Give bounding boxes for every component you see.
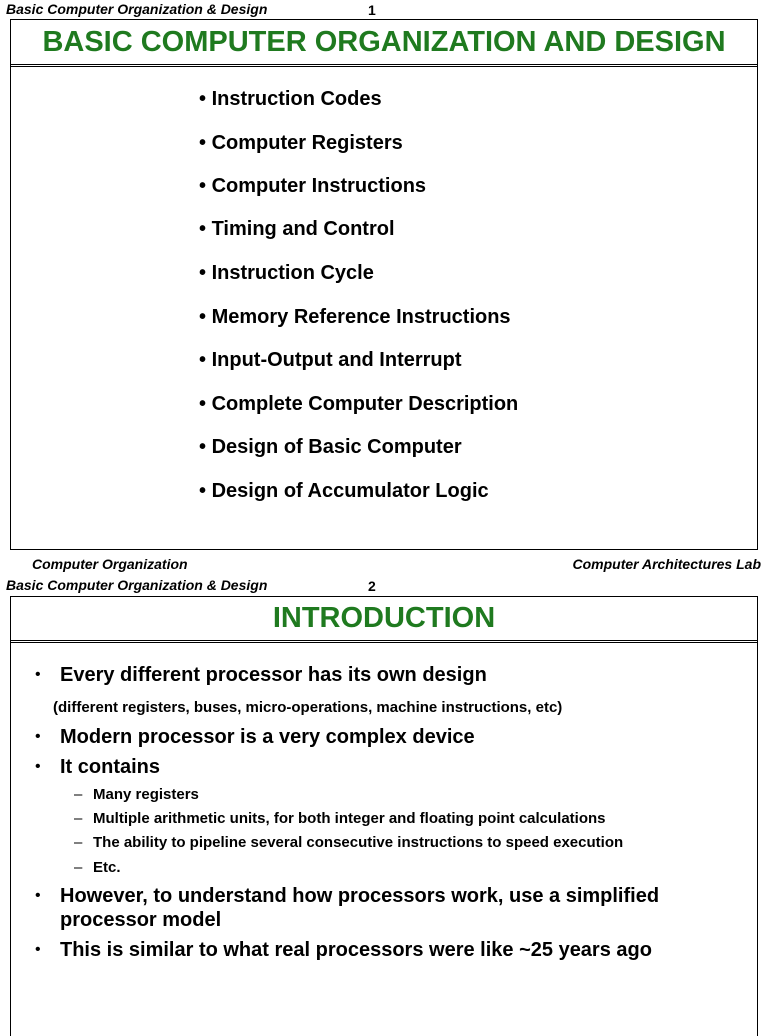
slide1-item: • Complete Computer Description	[199, 393, 519, 415]
slide2-header: Basic Computer Organization & Design	[6, 577, 268, 593]
slide1-page-number: 1	[368, 2, 376, 18]
slide1-item: • Design of Accumulator Logic	[199, 480, 489, 502]
slide2-title: INTRODUCTION	[11, 597, 757, 643]
slide1-item: • Design of Basic Computer	[199, 436, 462, 458]
slide2-point: • It contains	[35, 756, 161, 778]
slide2-frame	[10, 596, 758, 1036]
slide1-item: • Instruction Codes	[199, 88, 382, 110]
slide2-point: • Modern processor is a very complex device	[35, 726, 475, 748]
slide1-item: • Timing and Control	[199, 218, 395, 240]
slide2-point: • Every different processor has its own design	[35, 664, 487, 686]
slide1-item: • Input-Output and Interrupt	[199, 349, 462, 371]
slide1-title: BASIC COMPUTER ORGANIZATION AND DESIGN	[11, 20, 757, 67]
slide1-item: • Computer Registers	[199, 132, 403, 154]
slide2-point: • This is similar to what real processors were like ~25 years ago	[35, 939, 652, 961]
slide2-sub-item: – The ability to pipeline several consecutive instructions to speed execution	[74, 834, 624, 851]
slide1-footer-right: Computer Architectures Lab	[572, 556, 761, 572]
slide1-item: • Memory Reference Instructions	[199, 306, 511, 328]
slide2-sub-item: – Many registers	[74, 786, 199, 803]
slide1-item: • Computer Instructions	[199, 175, 427, 197]
slide2-sub-item: – Etc.	[74, 859, 121, 876]
slide1-footer-left: Computer Organization	[32, 556, 188, 572]
slide1-item: • Instruction Cycle	[199, 262, 374, 284]
slide2-point: • However, to understand how processors work, use a simplified processor model	[35, 885, 660, 931]
slide2-page-number: 2	[368, 578, 376, 594]
slide1-header: Basic Computer Organization & Design	[6, 1, 268, 17]
slide1-frame	[10, 19, 758, 550]
slide2-sub-item: – Multiple arithmetic units, for both integer and floating point calculations	[74, 810, 606, 827]
slide2-point-note: (different registers, buses, micro-operations, machine instructions, etc)	[53, 699, 563, 716]
